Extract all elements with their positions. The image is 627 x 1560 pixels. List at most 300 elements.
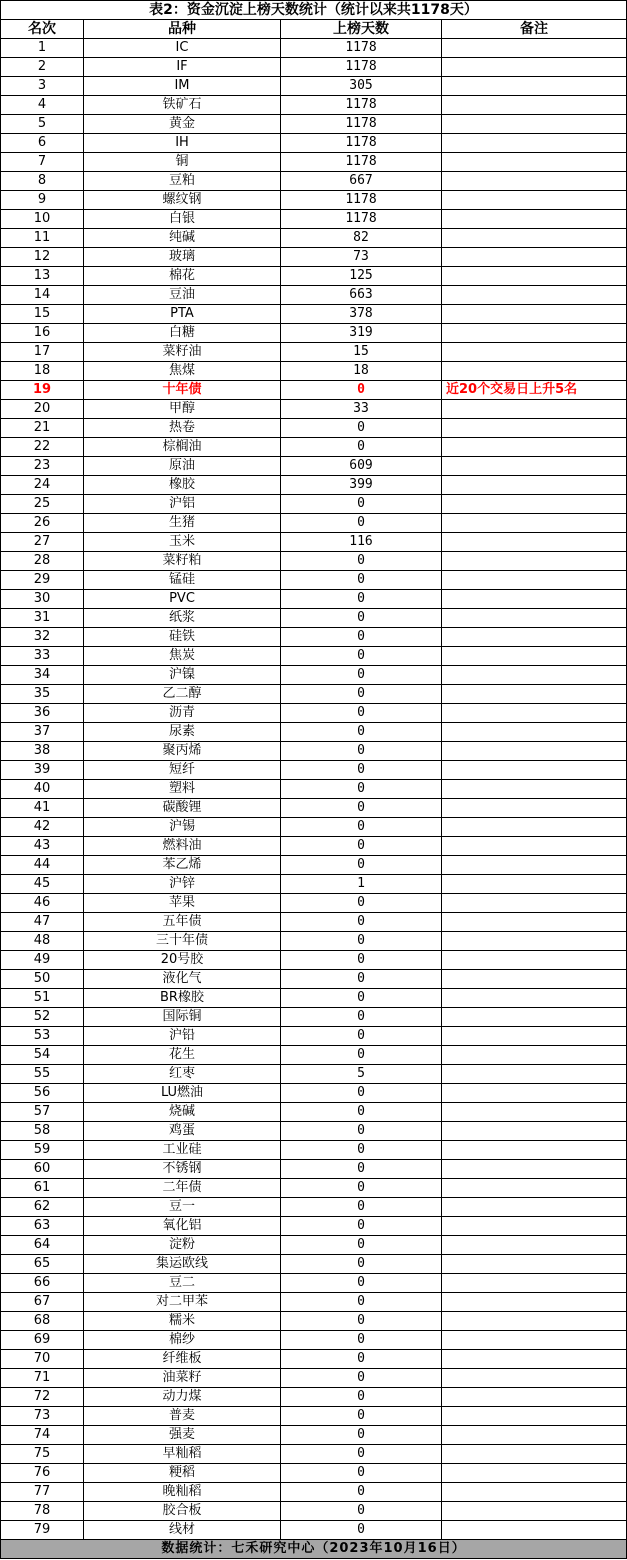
table-row [1, 1464, 627, 1483]
table-row [1, 381, 627, 400]
days-cell: 663 [281, 286, 442, 305]
note-cell [442, 1312, 627, 1331]
note-cell [442, 1255, 627, 1274]
note-cell: 近20个交易日上升5名 [442, 381, 627, 400]
variety-cell: IF [84, 58, 281, 77]
days-cell: 0 [281, 818, 442, 837]
note-cell [442, 1407, 627, 1426]
rank-cell: 61 [1, 1179, 84, 1198]
variety-cell: IM [84, 77, 281, 96]
rank-cell: 29 [1, 571, 84, 590]
rank-cell: 49 [1, 951, 84, 970]
table-row [1, 305, 627, 324]
variety-cell: 线材 [84, 1521, 281, 1540]
note-cell [442, 647, 627, 666]
days-cell: 0 [281, 1502, 442, 1521]
note-cell [442, 1008, 627, 1027]
note-cell [442, 210, 627, 229]
note-cell [442, 1122, 627, 1141]
header-variety: 品种 [84, 20, 281, 39]
note-cell [442, 248, 627, 267]
days-cell: 0 [281, 932, 442, 951]
note-cell [442, 419, 627, 438]
variety-cell: 强麦 [84, 1426, 281, 1445]
table-row [1, 742, 627, 761]
rank-cell: 27 [1, 533, 84, 552]
table-row [1, 1179, 627, 1198]
days-cell: 0 [281, 1388, 442, 1407]
table-row [1, 1483, 627, 1502]
variety-cell: 沪铝 [84, 495, 281, 514]
note-cell [442, 970, 627, 989]
variety-cell: 鸡蛋 [84, 1122, 281, 1141]
table-row [1, 818, 627, 837]
table-row [1, 894, 627, 913]
days-cell: 0 [281, 628, 442, 647]
days-cell: 0 [281, 989, 442, 1008]
note-cell [442, 1483, 627, 1502]
rank-cell: 45 [1, 875, 84, 894]
days-cell: 378 [281, 305, 442, 324]
variety-cell: 玻璃 [84, 248, 281, 267]
rank-cell: 13 [1, 267, 84, 286]
variety-cell: 白银 [84, 210, 281, 229]
table-row [1, 39, 627, 58]
variety-cell: 苯乙烯 [84, 856, 281, 875]
note-cell [442, 951, 627, 970]
table-row [1, 628, 627, 647]
days-cell: 0 [281, 704, 442, 723]
rank-cell: 68 [1, 1312, 84, 1331]
days-cell: 1178 [281, 115, 442, 134]
variety-cell: 油菜籽 [84, 1369, 281, 1388]
note-cell [442, 476, 627, 495]
variety-cell: 工业硅 [84, 1141, 281, 1160]
note-cell [442, 1027, 627, 1046]
table-row [1, 932, 627, 951]
days-cell: 1178 [281, 153, 442, 172]
variety-cell: 沪镍 [84, 666, 281, 685]
variety-cell: 20号胶 [84, 951, 281, 970]
days-cell: 0 [281, 1464, 442, 1483]
days-cell: 667 [281, 172, 442, 191]
variety-cell: 花生 [84, 1046, 281, 1065]
rank-cell: 19 [1, 381, 84, 400]
rank-cell: 51 [1, 989, 84, 1008]
variety-cell: PTA [84, 305, 281, 324]
note-cell [442, 343, 627, 362]
table-row [1, 533, 627, 552]
note-cell [442, 362, 627, 381]
days-cell: 73 [281, 248, 442, 267]
days-cell: 0 [281, 1046, 442, 1065]
rank-cell: 9 [1, 191, 84, 210]
rank-cell: 1 [1, 39, 84, 58]
note-cell [442, 723, 627, 742]
rank-cell: 2 [1, 58, 84, 77]
variety-cell: 三十年债 [84, 932, 281, 951]
variety-cell: 短纤 [84, 761, 281, 780]
rank-cell: 16 [1, 324, 84, 343]
note-cell [442, 818, 627, 837]
days-cell: 82 [281, 229, 442, 248]
note-cell [442, 1464, 627, 1483]
days-cell: 609 [281, 457, 442, 476]
note-cell [442, 191, 627, 210]
table-row [1, 324, 627, 343]
days-cell: 0 [281, 552, 442, 571]
table-row [1, 419, 627, 438]
variety-cell: 棉花 [84, 267, 281, 286]
table-row [1, 1369, 627, 1388]
rank-cell: 66 [1, 1274, 84, 1293]
rank-cell: 77 [1, 1483, 84, 1502]
days-cell: 0 [281, 419, 442, 438]
rank-cell: 11 [1, 229, 84, 248]
table-row [1, 362, 627, 381]
table-row [1, 1084, 627, 1103]
note-cell [442, 1369, 627, 1388]
note-cell [442, 761, 627, 780]
days-cell: 0 [281, 951, 442, 970]
days-cell: 0 [281, 1084, 442, 1103]
rank-cell: 71 [1, 1369, 84, 1388]
table-row [1, 1274, 627, 1293]
days-cell: 18 [281, 362, 442, 381]
variety-cell: 红枣 [84, 1065, 281, 1084]
rank-cell: 20 [1, 400, 84, 419]
variety-cell: 纸浆 [84, 609, 281, 628]
variety-cell: 塑料 [84, 780, 281, 799]
variety-cell: 原油 [84, 457, 281, 476]
note-cell [442, 305, 627, 324]
table-row [1, 1293, 627, 1312]
table-row [1, 58, 627, 77]
note-cell [442, 1426, 627, 1445]
days-cell: 0 [281, 723, 442, 742]
table-row [1, 1331, 627, 1350]
rank-cell: 32 [1, 628, 84, 647]
rank-cell: 74 [1, 1426, 84, 1445]
note-cell [442, 438, 627, 457]
rank-cell: 59 [1, 1141, 84, 1160]
variety-cell: 尿素 [84, 723, 281, 742]
table-row [1, 609, 627, 628]
table-row [1, 1046, 627, 1065]
table-row [1, 476, 627, 495]
table-row [1, 134, 627, 153]
rank-cell: 43 [1, 837, 84, 856]
note-cell [442, 229, 627, 248]
table-row [1, 1407, 627, 1426]
days-cell: 1178 [281, 39, 442, 58]
rank-cell: 79 [1, 1521, 84, 1540]
header-row [1, 20, 627, 39]
note-cell [442, 1160, 627, 1179]
table-row [1, 685, 627, 704]
table-row [1, 229, 627, 248]
table-row [1, 837, 627, 856]
days-cell: 0 [281, 1350, 442, 1369]
note-cell [442, 267, 627, 286]
rank-cell: 42 [1, 818, 84, 837]
days-cell: 0 [281, 1160, 442, 1179]
table-row [1, 647, 627, 666]
rank-cell: 54 [1, 1046, 84, 1065]
table-row [1, 1065, 627, 1084]
variety-cell: 螺纹钢 [84, 191, 281, 210]
note-cell [442, 286, 627, 305]
rank-cell: 35 [1, 685, 84, 704]
rank-cell: 6 [1, 134, 84, 153]
rank-cell: 33 [1, 647, 84, 666]
variety-cell: BR橡胶 [84, 989, 281, 1008]
variety-cell: 菜籽粕 [84, 552, 281, 571]
rank-cell: 65 [1, 1255, 84, 1274]
days-cell: 15 [281, 343, 442, 362]
note-cell [442, 1103, 627, 1122]
note-cell [442, 1179, 627, 1198]
rank-cell: 57 [1, 1103, 84, 1122]
variety-cell: 棉纱 [84, 1331, 281, 1350]
table-row [1, 571, 627, 590]
table-row [1, 1141, 627, 1160]
note-cell [442, 1350, 627, 1369]
table-row [1, 1350, 627, 1369]
note-cell [442, 989, 627, 1008]
variety-cell: 苹果 [84, 894, 281, 913]
note-cell [442, 799, 627, 818]
table-row [1, 552, 627, 571]
note-cell [442, 552, 627, 571]
days-cell: 1 [281, 875, 442, 894]
table-row [1, 913, 627, 932]
note-cell [442, 39, 627, 58]
days-cell: 1178 [281, 210, 442, 229]
days-cell: 0 [281, 1426, 442, 1445]
days-cell: 1178 [281, 96, 442, 115]
note-cell [442, 1046, 627, 1065]
note-cell [442, 1331, 627, 1350]
note-cell [442, 1065, 627, 1084]
days-cell: 5 [281, 1065, 442, 1084]
variety-cell: 集运欧线 [84, 1255, 281, 1274]
note-cell [442, 457, 627, 476]
rank-cell: 17 [1, 343, 84, 362]
variety-cell: 沥青 [84, 704, 281, 723]
rank-cell: 70 [1, 1350, 84, 1369]
days-cell: 0 [281, 837, 442, 856]
variety-cell: IC [84, 39, 281, 58]
variety-cell: 晚籼稻 [84, 1483, 281, 1502]
table-row [1, 989, 627, 1008]
rank-cell: 25 [1, 495, 84, 514]
table-row [1, 191, 627, 210]
note-cell [442, 96, 627, 115]
days-cell: 0 [281, 1198, 442, 1217]
note-cell [442, 400, 627, 419]
note-cell [442, 1388, 627, 1407]
days-cell: 0 [281, 1008, 442, 1027]
note-cell [442, 856, 627, 875]
days-cell: 1178 [281, 58, 442, 77]
note-cell [442, 1084, 627, 1103]
days-cell: 0 [281, 1407, 442, 1426]
table-row [1, 1103, 627, 1122]
table-row [1, 1426, 627, 1445]
rank-cell: 24 [1, 476, 84, 495]
days-cell: 0 [281, 647, 442, 666]
rank-cell: 47 [1, 913, 84, 932]
days-cell: 116 [281, 533, 442, 552]
days-cell: 0 [281, 381, 442, 400]
days-cell: 0 [281, 1331, 442, 1350]
days-cell: 0 [281, 666, 442, 685]
days-cell: 0 [281, 1179, 442, 1198]
variety-cell: 淀粉 [84, 1236, 281, 1255]
note-cell [442, 1141, 627, 1160]
days-cell: 0 [281, 1236, 442, 1255]
table-row [1, 115, 627, 134]
variety-cell: 二年债 [84, 1179, 281, 1198]
variety-cell: 铜 [84, 153, 281, 172]
rank-cell: 64 [1, 1236, 84, 1255]
variety-cell: 铁矿石 [84, 96, 281, 115]
note-cell [442, 1198, 627, 1217]
note-cell [442, 894, 627, 913]
table-row [1, 704, 627, 723]
note-cell [442, 514, 627, 533]
note-cell [442, 590, 627, 609]
variety-cell: 白糖 [84, 324, 281, 343]
days-cell: 0 [281, 1369, 442, 1388]
variety-cell: 动力煤 [84, 1388, 281, 1407]
variety-cell: 十年债 [84, 381, 281, 400]
rank-cell: 53 [1, 1027, 84, 1046]
days-cell: 0 [281, 856, 442, 875]
variety-cell: LU燃油 [84, 1084, 281, 1103]
source-footer: 数据统计：七禾研究中心（2023年10月16日） [1, 1540, 627, 1559]
variety-cell: 菜籽油 [84, 343, 281, 362]
rank-cell: 8 [1, 172, 84, 191]
table-row [1, 1217, 627, 1236]
note-cell [442, 533, 627, 552]
variety-cell: 热卷 [84, 419, 281, 438]
table-row [1, 172, 627, 191]
days-cell: 1178 [281, 134, 442, 153]
variety-cell: 普麦 [84, 1407, 281, 1426]
note-cell [442, 666, 627, 685]
header-note: 备注 [442, 20, 627, 39]
table-row [1, 590, 627, 609]
title-row [1, 1, 627, 20]
table-row [1, 1236, 627, 1255]
variety-cell: 玉米 [84, 533, 281, 552]
days-cell: 0 [281, 761, 442, 780]
rank-cell: 40 [1, 780, 84, 799]
table-row [1, 96, 627, 115]
table-row [1, 1521, 627, 1540]
variety-cell: 豆油 [84, 286, 281, 305]
variety-cell: 燃料油 [84, 837, 281, 856]
days-cell: 0 [281, 438, 442, 457]
variety-cell: 焦煤 [84, 362, 281, 381]
table-row [1, 723, 627, 742]
days-cell: 0 [281, 894, 442, 913]
note-cell [442, 1502, 627, 1521]
rank-cell: 12 [1, 248, 84, 267]
table-row [1, 1312, 627, 1331]
note-cell [442, 685, 627, 704]
table-row [1, 495, 627, 514]
table-row [1, 1502, 627, 1521]
rank-cell: 38 [1, 742, 84, 761]
rank-cell: 15 [1, 305, 84, 324]
days-cell: 0 [281, 1103, 442, 1122]
note-cell [442, 913, 627, 932]
rank-cell: 46 [1, 894, 84, 913]
table-row [1, 1027, 627, 1046]
rank-cell: 58 [1, 1122, 84, 1141]
note-cell [442, 1274, 627, 1293]
variety-cell: 聚丙烯 [84, 742, 281, 761]
days-cell: 0 [281, 970, 442, 989]
days-cell: 0 [281, 1027, 442, 1046]
days-cell: 0 [281, 685, 442, 704]
rank-cell: 63 [1, 1217, 84, 1236]
rank-cell: 36 [1, 704, 84, 723]
note-cell [442, 875, 627, 894]
days-cell: 0 [281, 1445, 442, 1464]
table-row [1, 400, 627, 419]
variety-cell: 锰硅 [84, 571, 281, 590]
days-cell: 319 [281, 324, 442, 343]
variety-cell: 豆二 [84, 1274, 281, 1293]
rank-cell: 62 [1, 1198, 84, 1217]
note-cell [442, 932, 627, 951]
rank-cell: 56 [1, 1084, 84, 1103]
rank-cell: 4 [1, 96, 84, 115]
header-days: 上榜天数 [281, 20, 442, 39]
rank-cell: 5 [1, 115, 84, 134]
note-cell [442, 1293, 627, 1312]
variety-cell: 烧碱 [84, 1103, 281, 1122]
variety-cell: 橡胶 [84, 476, 281, 495]
note-cell [442, 77, 627, 96]
days-cell: 33 [281, 400, 442, 419]
variety-cell: 胶合板 [84, 1502, 281, 1521]
variety-cell: 碳酸锂 [84, 799, 281, 818]
rank-cell: 3 [1, 77, 84, 96]
days-cell: 0 [281, 495, 442, 514]
note-cell [442, 134, 627, 153]
variety-cell: 氧化铝 [84, 1217, 281, 1236]
variety-cell: 纯碱 [84, 229, 281, 248]
rank-cell: 52 [1, 1008, 84, 1027]
table-row [1, 799, 627, 818]
note-cell [442, 58, 627, 77]
note-cell [442, 609, 627, 628]
variety-cell: 甲醇 [84, 400, 281, 419]
rank-cell: 76 [1, 1464, 84, 1483]
days-cell: 0 [281, 1483, 442, 1502]
variety-cell: 纤维板 [84, 1350, 281, 1369]
days-cell: 399 [281, 476, 442, 495]
table-row [1, 1008, 627, 1027]
days-cell: 0 [281, 1141, 442, 1160]
days-cell: 0 [281, 1293, 442, 1312]
variety-cell: 黄金 [84, 115, 281, 134]
